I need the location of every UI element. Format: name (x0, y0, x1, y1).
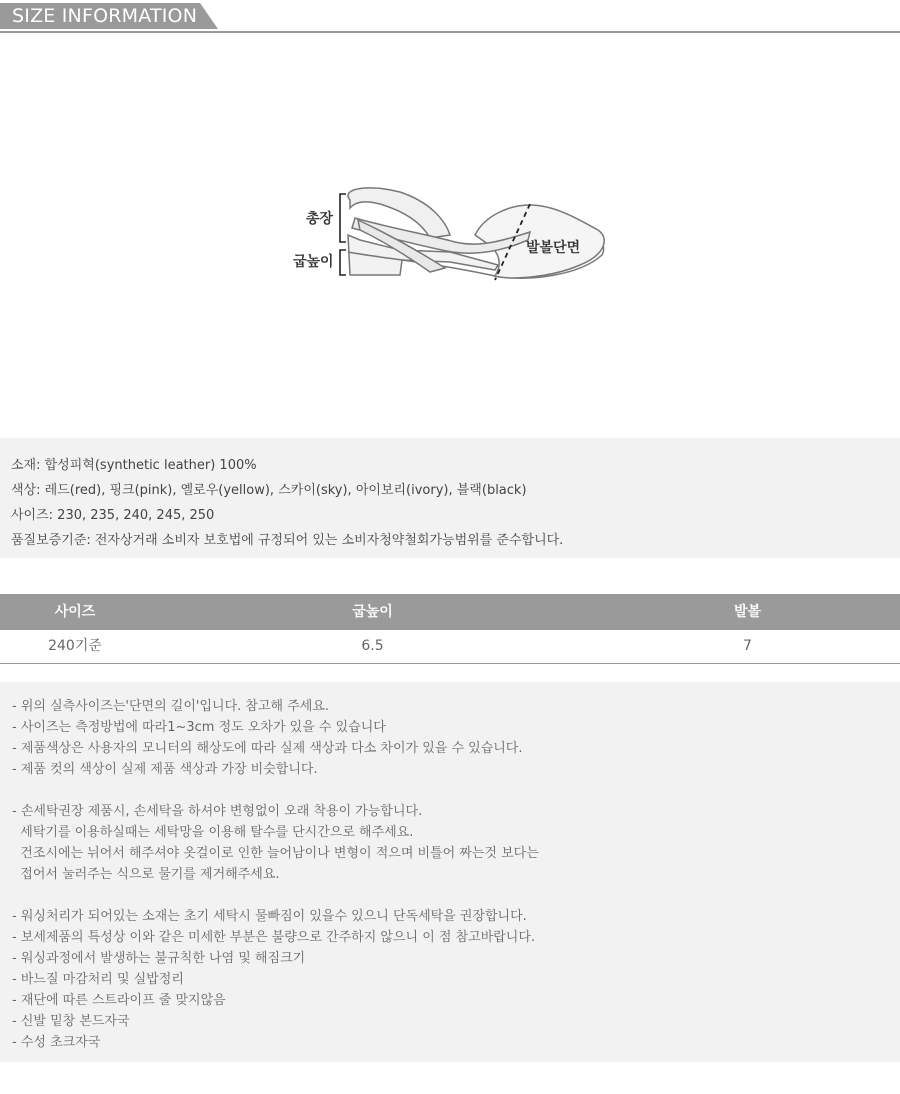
note-line: - 사이즈는 측정방법에 따라1~3cm 정도 오차가 있을 수 있습니다 (12, 720, 386, 735)
section-title: SIZE INFORMATION (12, 5, 198, 27)
header-ball: 발볼 (733, 604, 762, 620)
note-line: - 워싱과정에서 발생하는 불규칙한 나염 및 해짐크기 (12, 951, 306, 966)
note-line: - 바느질 마감처리 및 실밥정리 (12, 972, 184, 987)
material-line: 소재: 합성피혁(synthetic leather) 100% (11, 458, 257, 473)
note-line: - 보세제품의 특성상 이와 같은 미세한 부분은 불량으로 간주하지 않으니 이 점 참고바랍니다. (12, 930, 536, 945)
size-line: 사이즈: 230, 235, 240, 245, 250 (11, 508, 215, 523)
cell-ball: 7 (743, 638, 752, 654)
table-row (0, 630, 900, 664)
note-line: 세탁기를 이용하실때는 세탁망을 이용해 탈수를 단시간으로 해주세요. (12, 825, 414, 840)
section-header (0, 0, 900, 34)
header-heel: 굽높이 (352, 604, 393, 620)
heel-height-label: 굽높이 (293, 254, 334, 270)
note-line: 접어서 눌러주는 식으로 물기를 제거해주세요. (12, 867, 280, 882)
color-line: 색상: 레드(red), 핑크(pink), 옐로우(yellow), 스카이(sky), 아이보리(ivory), 블랙(black) (11, 483, 527, 498)
note-line: - 제품색상은 사용자의 모니터의 해상도에 따라 실제 색상과 다소 차이가 있을 수 있습니다. (12, 741, 523, 756)
shoe-diagram (280, 180, 620, 290)
product-info-box (0, 438, 900, 558)
cell-heel: 6.5 (361, 638, 384, 654)
notes-box (0, 682, 900, 1062)
note-line: - 손세탁권장 제품시, 손세탁을 하셔야 변형없이 오래 착용이 가능합니다. (12, 804, 423, 819)
note-line: - 워싱처리가 되어있는 소재는 초기 세탁시 물빠짐이 있을수 있으니 단독세탁을 권장합니다. (12, 909, 527, 924)
note-line: - 수성 초크자국 (12, 1035, 101, 1050)
ball-section-label: 발볼단면 (526, 240, 581, 256)
note-line: - 재단에 따른 스트라이프 줄 맞지않음 (12, 993, 226, 1008)
header-size: 사이즈 (54, 604, 96, 620)
note-line: - 위의 실측사이즈는'단면의 길이'입니다. 참고해 주세요. (12, 699, 330, 714)
warranty-line: 품질보증기준: 전자상거래 소비자 보호법에 규정되어 있는 소비자청약철회가능범위를 준수합니다. (11, 533, 564, 548)
length-label: 총장 (306, 211, 334, 227)
size-table (0, 594, 900, 666)
shoe-illustration (280, 180, 620, 290)
note-line: - 신발 밑창 본드자국 (12, 1014, 130, 1029)
cell-size: 240기준 (48, 638, 102, 654)
note-line: 건조시에는 뉘어서 해주셔야 옷걸이로 인한 늘어남이나 변형이 적으며 비틀어 짜는것 보다는 (12, 846, 539, 861)
note-line: - 제품 컷의 색상이 실제 제품 색상과 가장 비슷합니다. (12, 762, 318, 777)
table-header-row (0, 594, 900, 630)
header-divider (0, 31, 900, 33)
